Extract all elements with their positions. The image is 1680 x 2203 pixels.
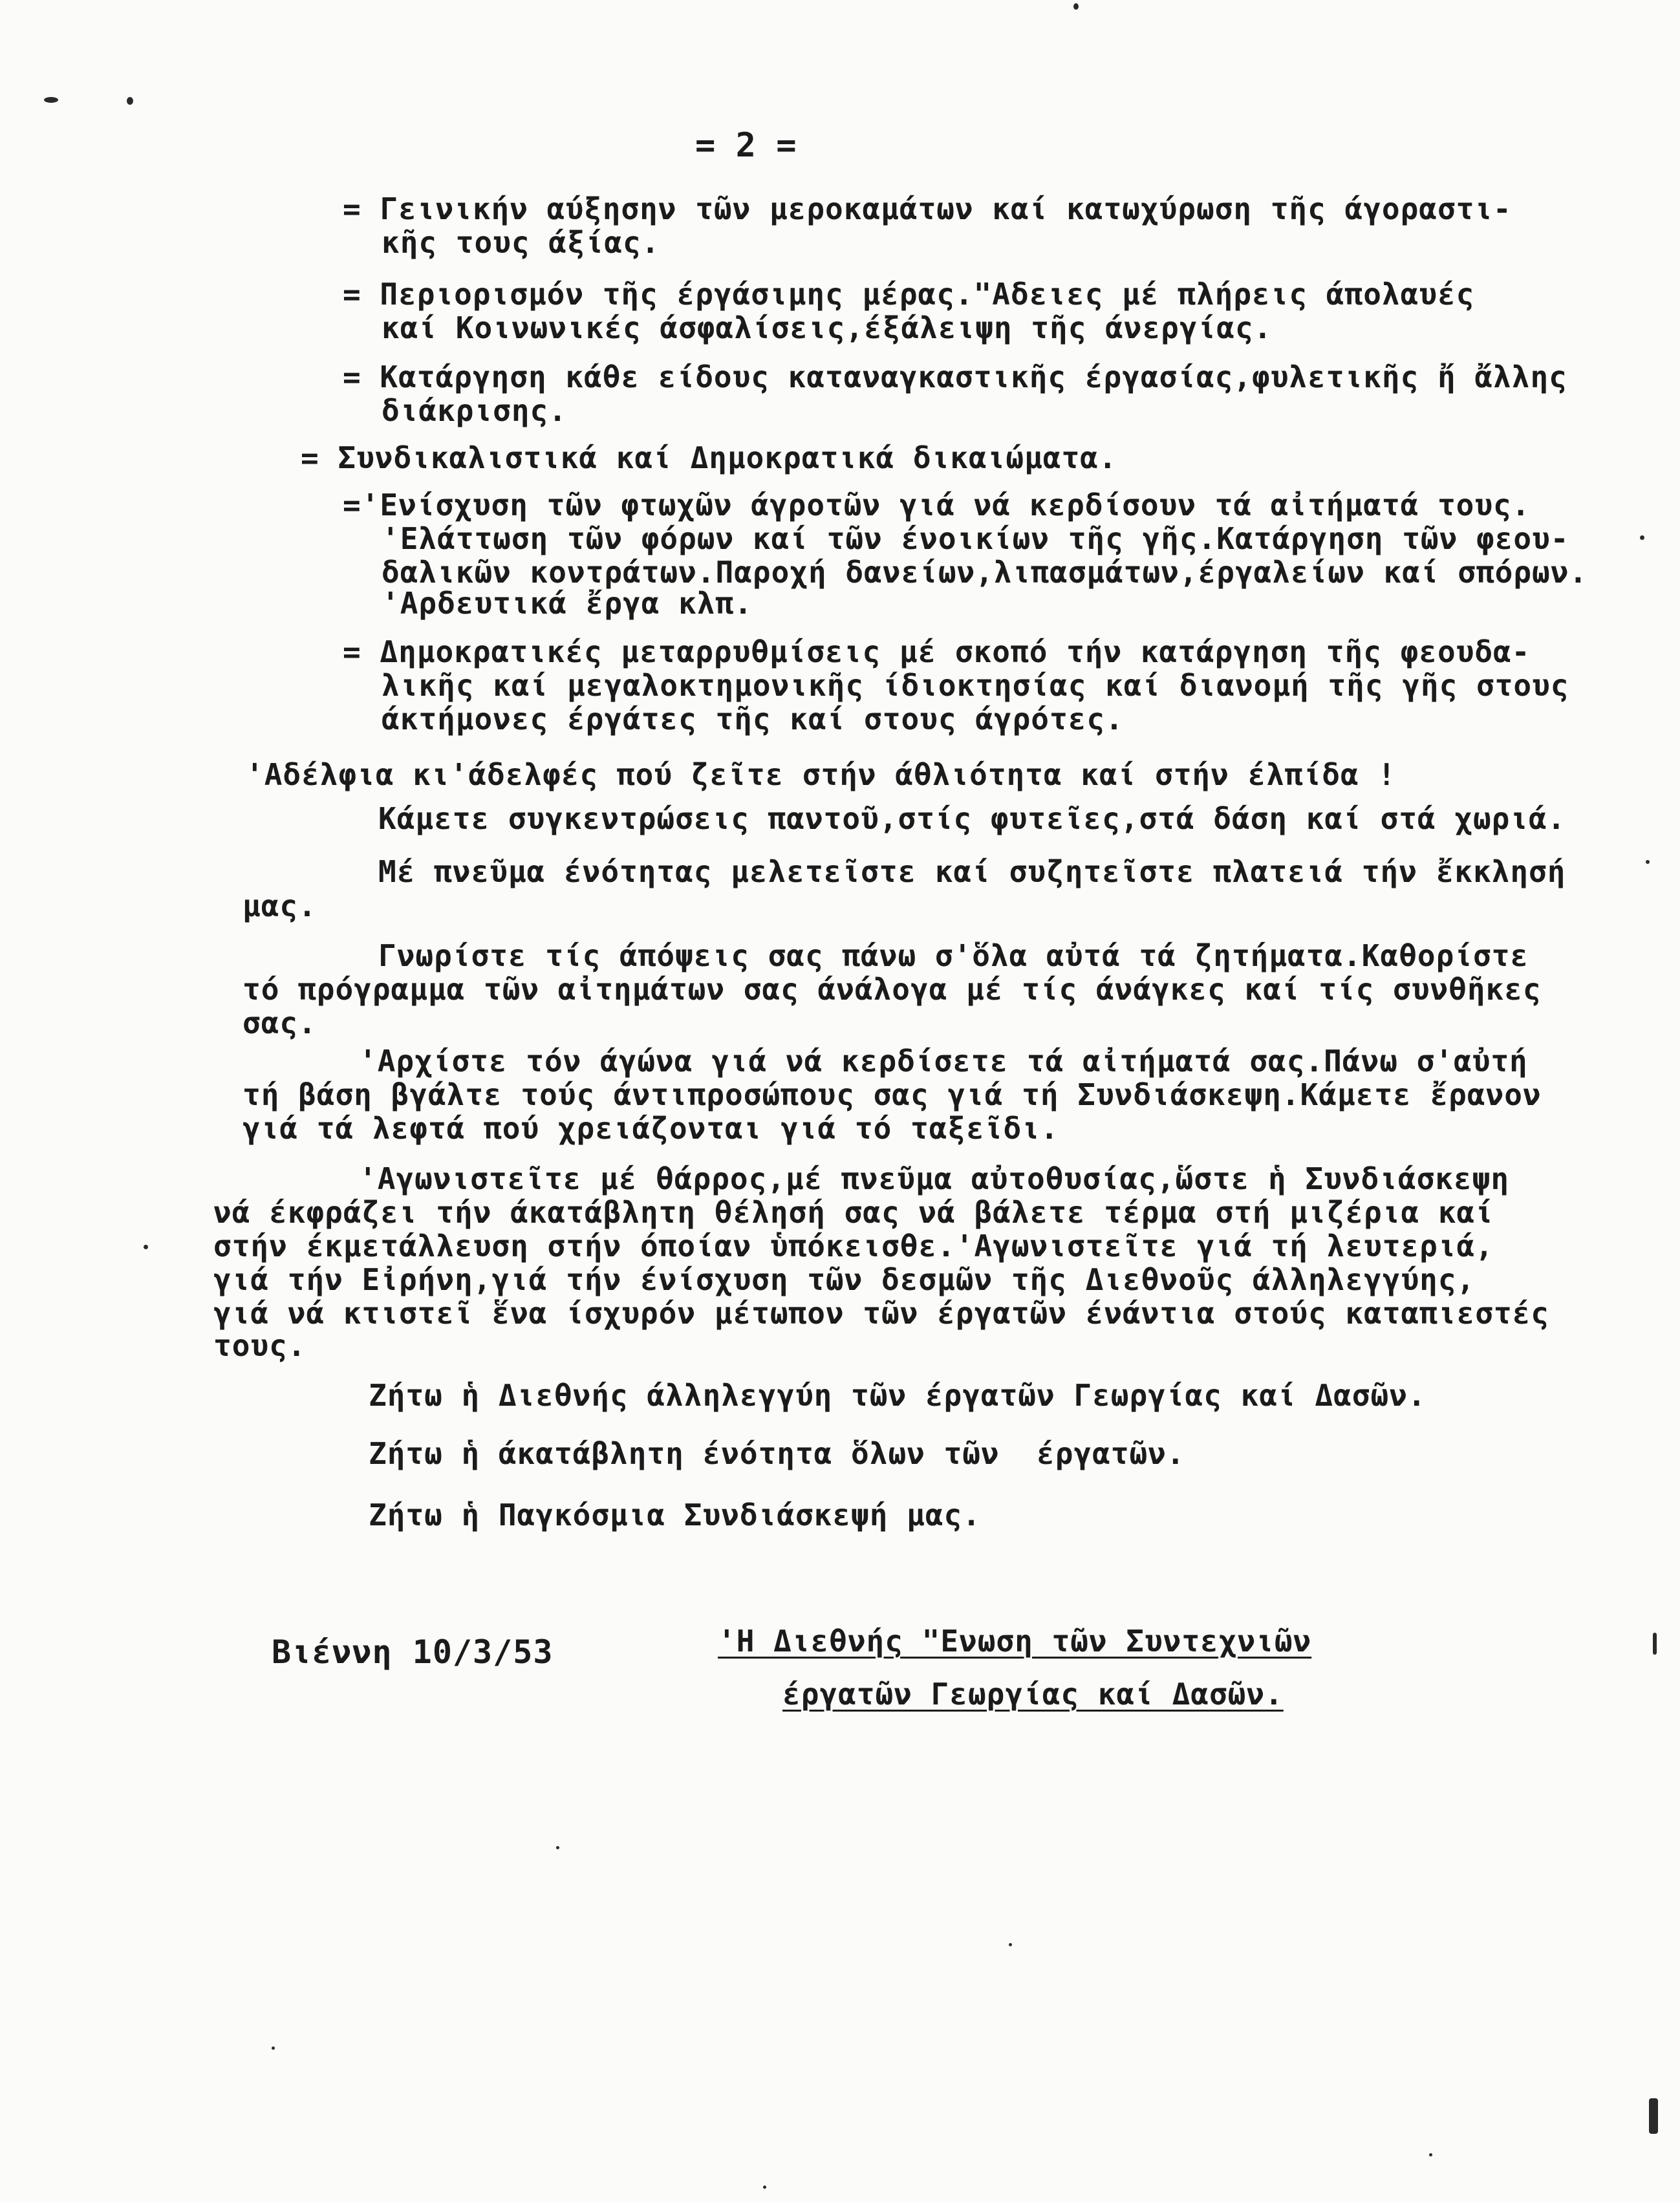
- slogan-conference: Ζήτω ἡ Παγκόσμια Συνδιάσκεψή μας.: [369, 1498, 981, 1532]
- appeal-fight-line1: 'Αγωνιστεῖτε μέ θάρρος,μέ πνεῦμα αὐτοθυσίας,ὥστε ἡ Συνδιάσκεψη: [359, 1161, 1510, 1196]
- appeal-fight-line2: νά έκφράζει τήν άκατάβλητη θέλησή σας νά βάλετε τέρμα στή μιζέρια καί: [213, 1195, 1494, 1230]
- scan-speck: [144, 1245, 148, 1249]
- scan-speck: [1073, 3, 1079, 10]
- scan-speck: [1640, 535, 1644, 540]
- slogan-solidarity: Ζήτω ἡ Διεθνής άλληλεγγύη τῶν έργατῶν Γεωργίας καί Δασῶν.: [369, 1378, 1427, 1413]
- appeal-views-line1: Γνωρίστε τίς άπόψεις σας πάνω σ'ὅλα αὐτά τά ζητήματα.Καθορίστε: [378, 938, 1529, 973]
- appeal-fight-line4: γιά τήν Εἰρήνη,γιά τήν ένίσχυση τῶν δεσμῶν τῆς Διεθνοῦς άλληλεγγύης,: [213, 1262, 1476, 1297]
- scan-speck: [1653, 1633, 1657, 1655]
- demand-item-farmers-line4: 'Αρδευτικά ἔργα κλπ.: [382, 586, 753, 621]
- appeal-greeting: 'Αδέλφια κι'άδελφές πού ζεῖτε στήν άθλιότητα καί στήν έλπίδα !: [246, 757, 1397, 792]
- demand-item-farmers-line1: ='Ενίσχυση τῶν φτωχῶν άγροτῶν γιά νά κερδίσουν τά αἰτήματά τους.: [343, 488, 1531, 522]
- scan-speck: [44, 97, 58, 103]
- appeal-struggle-line2: τή βάση βγάλτε τούς άντιπροσώπους σας γιά τή Συνδιάσκεψη.Κάμετε ἔρανον: [242, 1077, 1542, 1112]
- appeal-gatherings: Κάμετε συγκεντρώσεις παντοῦ,στίς φυτεῖες,στά δάση καί στά χωριά.: [378, 801, 1566, 836]
- place-date: Βιέννη 10/3/53: [272, 1633, 554, 1671]
- appeal-fight-line6: τους.: [213, 1328, 307, 1363]
- appeal-study-line2: μας.: [242, 888, 317, 923]
- signature-line1: 'Η Διεθνής "Ενωση τῶν Συντεχνιῶν: [718, 1624, 1312, 1659]
- demand-item-farmers-line2: 'Ελάττωση τῶν φόρων καί τῶν ένοικίων τῆς γῆς.Κατάργηση τῶν φεου-: [382, 521, 1569, 556]
- scan-speck: [763, 2186, 766, 2189]
- signature-line2: έργατῶν Γεωργίας καί Δασῶν.: [782, 1677, 1284, 1712]
- demand-item-farmers-line3: δαλικῶν κοντράτων.Παροχή δανείων,λιπασμάτων,έργαλείων καί σπόρων.: [382, 555, 1588, 590]
- slogan-unity: Ζήτω ἡ άκατάβλητη ένότητα ὅλων τῶν έργατῶν.: [369, 1436, 1185, 1471]
- page-number: = 2 =: [695, 126, 797, 165]
- appeal-views-line2: τό πρόγραμμα τῶν αἰτημάτων σας άνάλογα μέ τίς άνάγκες καί τίς συνθῆκες: [242, 972, 1542, 1007]
- demand-item-forced-labour-line1: = Κατάργηση κάθε είδους καταναγκαστικῆς έργασίας,φυλετικῆς ἤ ἄλλης: [343, 360, 1567, 394]
- appeal-struggle-line3: γιά τά λεφτά πού χρειάζονται γιά τό ταξεῖδι.: [242, 1111, 1059, 1146]
- demand-item-wages-line1: = Γεινικήν αύξησην τῶν μεροκαμάτων καί κατωχύρωση τῆς άγοραστι-: [343, 191, 1512, 226]
- scan-speck: [272, 2047, 275, 2050]
- demand-item-reforms-line2: λικῆς καί μεγαλοκτημονικῆς ίδιοκτησίας καί διανομή τῆς γῆς στους: [382, 668, 1569, 703]
- demand-item-forced-labour-line2: διάκρισης.: [382, 393, 567, 428]
- appeal-fight-line5: γιά νά κτιστεῖ ἕνα ίσχυρόν μέτωπον τῶν έργατῶν ένάντια στούς καταπιεστές: [213, 1296, 1549, 1331]
- scan-speck: [1646, 860, 1650, 864]
- demand-item-reforms-line3: άκτήμονες έργάτες τῆς καί στους άγρότες.: [382, 702, 1124, 736]
- demand-item-wages-line2: κῆς τους άξίας.: [382, 225, 660, 260]
- appeal-views-line3: σας.: [242, 1005, 317, 1040]
- demand-item-workday-line1: = Περιορισμόν τῆς έργάσιμης μέρας."Αδειες μέ πλήρεις άπολαυές: [343, 277, 1475, 312]
- demand-item-reforms-line1: = Δημοκρατικές μεταρρυθμίσεις μέ σκοπό τήν κατάργηση τῆς φεουδα-: [343, 634, 1531, 669]
- scan-speck: [127, 97, 133, 105]
- appeal-fight-line3: στήν έκμετάλλευση στήν όποίαν ὑπόκεισθε.'Αγωνιστεῖτε γιά τή λευτεριά,: [213, 1229, 1494, 1263]
- demand-item-union-rights: = Συνδικαλιστικά καί Δημοκρατικά δικαιώματα.: [301, 440, 1117, 475]
- appeal-struggle-line1: 'Αρχίστε τόν άγώνα γιά νά κερδίσετε τά αἰτήματά σας.Πάνω σ'αὐτή: [359, 1044, 1528, 1079]
- scan-speck: [1009, 1943, 1012, 1946]
- scan-speck: [1649, 2098, 1658, 2134]
- demand-item-workday-line2: καί Κοινωνικές άσφαλίσεις,έξάλειψη τῆς άνεργίας.: [382, 310, 1273, 345]
- appeal-study-line1: Μέ πνεῦμα ένότητας μελετεῖστε καί συζητεῖστε πλατειά τήν ἔκκλησή: [378, 854, 1566, 889]
- scan-speck: [1429, 2153, 1432, 2156]
- scan-speck: [556, 1846, 559, 1849]
